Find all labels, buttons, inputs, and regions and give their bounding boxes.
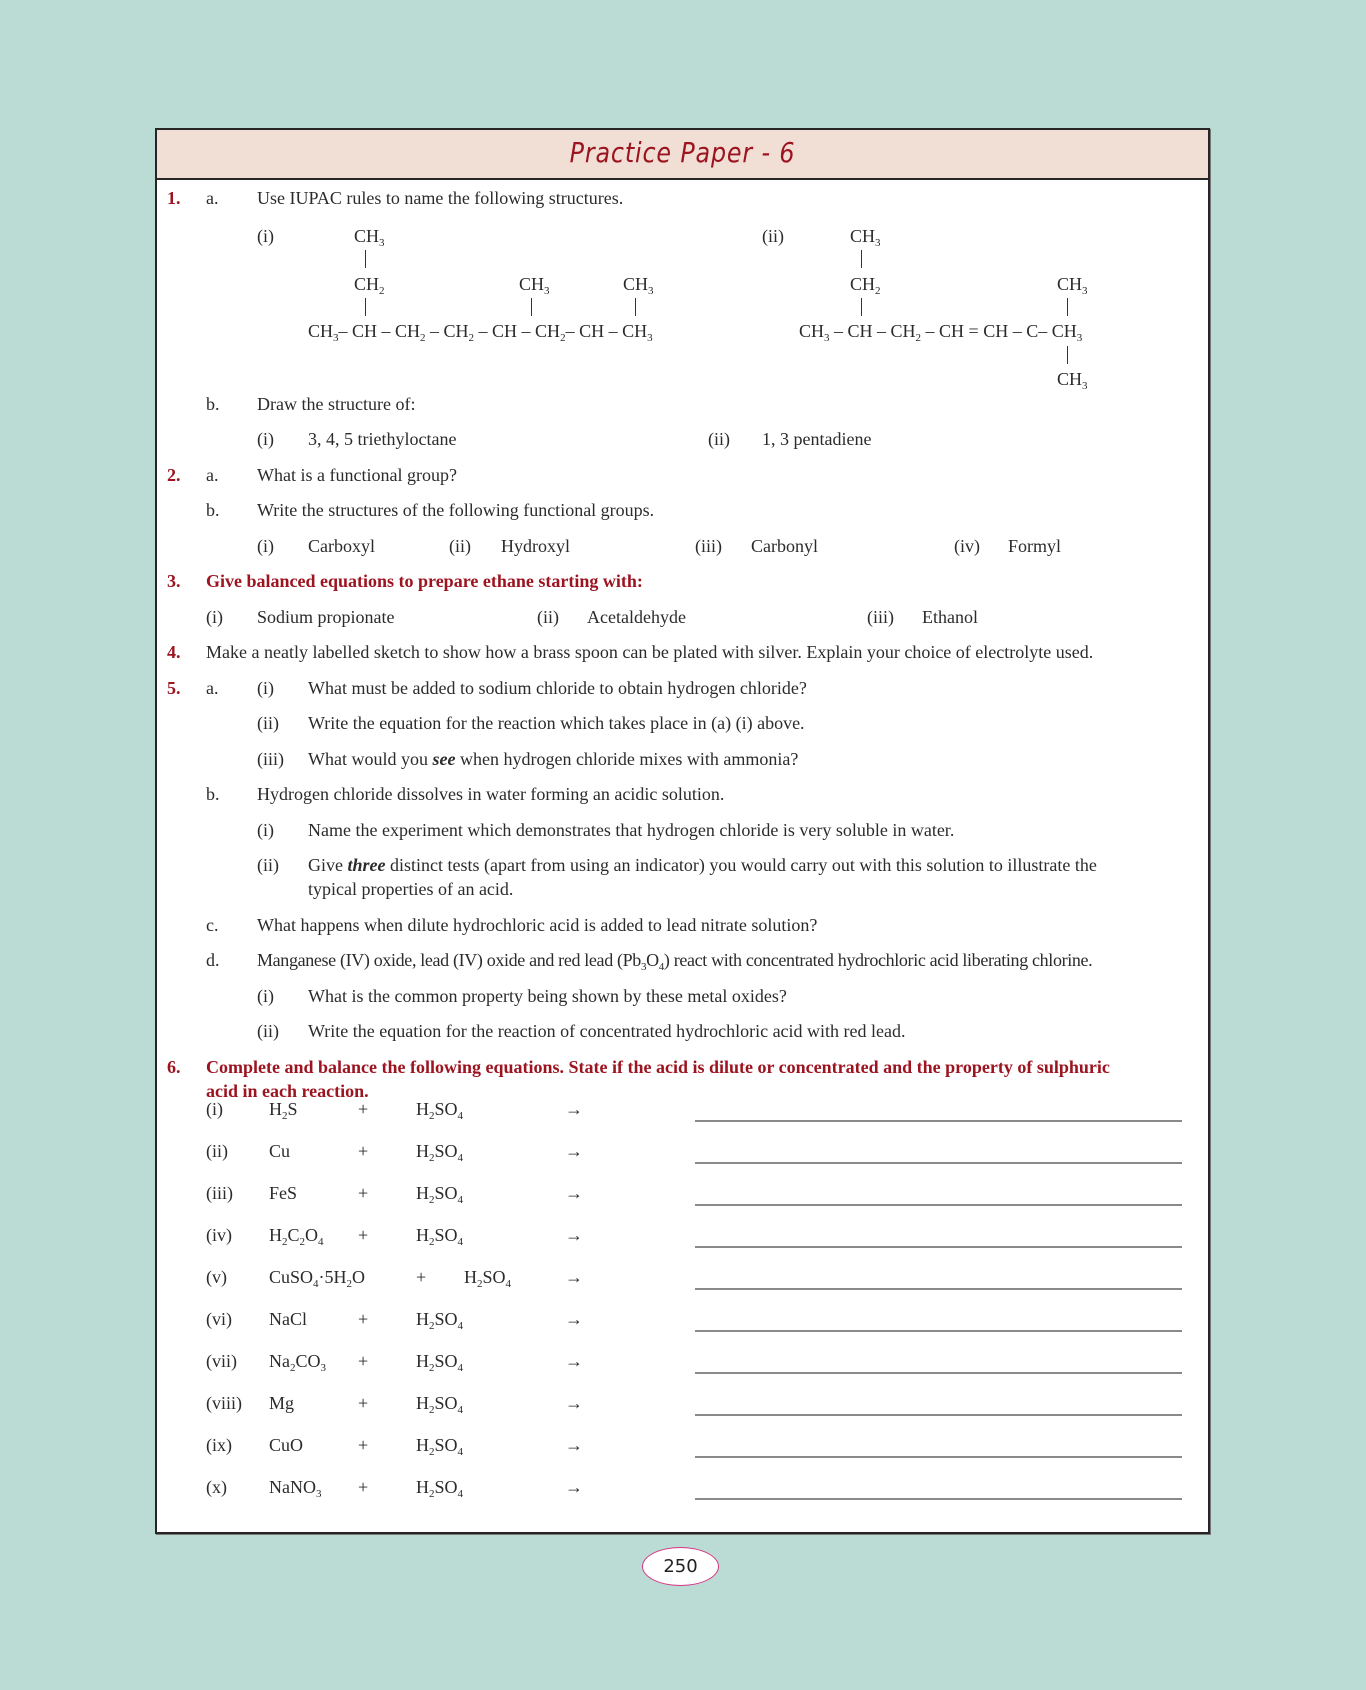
plus-sign: + xyxy=(358,1099,369,1119)
reagent: $H_2SO_4$ xyxy=(416,1141,464,1164)
reactant: $Na_2CO_3$ xyxy=(269,1351,327,1374)
item-text: Hydroxyl xyxy=(501,536,570,556)
answer-blank[interactable] xyxy=(695,1372,1182,1374)
answer-blank[interactable] xyxy=(695,1120,1182,1122)
reactant: Mg xyxy=(269,1393,295,1413)
chem-group: $CH_3$ xyxy=(623,274,654,297)
chem-group: $CH_3$ xyxy=(1057,274,1088,297)
reagent: $H_2SO_4$ xyxy=(416,1309,464,1332)
question-text: Use IUPAC rules to name the following structures. xyxy=(257,188,624,208)
item-text: Sodium propionate xyxy=(257,607,395,627)
item-text: Acetaldehyde xyxy=(587,607,686,627)
item-label: (i) xyxy=(206,607,223,627)
item-text: 1, 3 pentadiene xyxy=(762,429,872,449)
item-text: Ethanol xyxy=(922,607,978,627)
item-label: (i) xyxy=(257,226,274,246)
equation-label: (x) xyxy=(206,1477,227,1497)
reactant: $CuSO_4\cdot 5H_2O$ xyxy=(269,1267,366,1290)
reactant: NaNO$_3$ xyxy=(269,1477,322,1500)
paper-header xyxy=(157,130,1208,180)
sub-label: d. xyxy=(206,950,220,970)
chem-chain: $CH_3-$ CH – $CH_2 - CH_2$ – CH – $CH_2-$ CH – $CH_3$ xyxy=(308,321,653,344)
item-label: (iv) xyxy=(954,536,980,556)
sub-label: a. xyxy=(206,188,219,208)
question-text: Write the structures of the following functional groups. xyxy=(257,500,655,520)
equation-label: (iii) xyxy=(206,1183,233,1203)
question-number: 6. xyxy=(167,1057,181,1077)
equation-label: (ix) xyxy=(206,1435,232,1455)
item-text: Write the equation for the reaction of concentrated hydrochloric acid with red lead. xyxy=(308,1021,906,1041)
plus-sign: + xyxy=(358,1183,369,1203)
reagent: $H_2SO_4$ xyxy=(416,1477,464,1500)
item-text: Write the equation for the reaction which takes place in (a) (i) above. xyxy=(308,713,805,733)
answer-blank[interactable] xyxy=(695,1162,1182,1164)
page-number: 250 xyxy=(642,1547,719,1586)
item-label: (ii) xyxy=(449,536,471,556)
item-label: (iii) xyxy=(695,536,722,556)
plus-sign: + xyxy=(358,1393,369,1413)
item-label: (i) xyxy=(257,429,274,449)
arrow-icon: → xyxy=(565,1477,583,1497)
item-text: Formyl xyxy=(1008,536,1062,556)
arrow-icon: → xyxy=(565,1351,583,1371)
answer-blank[interactable] xyxy=(695,1246,1182,1248)
reagent: $H_2SO_4$ xyxy=(416,1183,464,1206)
question-number: 3. xyxy=(167,571,181,591)
answer-blank[interactable] xyxy=(695,1498,1182,1500)
arrow-icon: → xyxy=(565,1183,583,1203)
arrow-icon: → xyxy=(565,1393,583,1413)
sub-label: b. xyxy=(206,784,220,804)
item-label: (ii) xyxy=(537,607,559,627)
item-text: Carboxyl xyxy=(308,536,375,556)
item-label: (i) xyxy=(257,678,274,698)
chem-group: $CH_2$ xyxy=(354,274,385,297)
chem-group: $CH_3$ xyxy=(354,226,385,249)
reagent: $H_2SO_4$ xyxy=(464,1267,512,1290)
plus-sign: + xyxy=(358,1309,369,1329)
item-label: (i) xyxy=(257,536,274,556)
equation-label: (vi) xyxy=(206,1309,232,1329)
plus-sign: + xyxy=(416,1267,427,1287)
reactant: CuO xyxy=(269,1435,304,1455)
question-text: What happens when dilute hydrochloric acid is added to lead nitrate solution? xyxy=(257,915,818,935)
item-text: Carbonyl xyxy=(751,536,818,556)
reagent: $H_2SO_4$ xyxy=(416,1393,464,1416)
question-text: Give balanced equations to prepare ethane starting with: xyxy=(206,571,643,591)
item-label: (ii) xyxy=(762,226,784,246)
item-label: (ii) xyxy=(708,429,730,449)
question-text: What is a functional group? xyxy=(257,465,457,485)
sub-label: a. xyxy=(206,465,219,485)
item-text: Name the experiment which demonstrates that hydrogen chloride is very soluble in water. xyxy=(308,820,955,840)
arrow-icon: → xyxy=(565,1435,583,1455)
answer-blank[interactable] xyxy=(695,1288,1182,1290)
question-number: 1. xyxy=(167,188,181,208)
arrow-icon: → xyxy=(565,1225,583,1245)
item-label: (ii) xyxy=(257,1021,279,1041)
question-text: Manganese (IV) oxide, lead (IV) oxide and red lead $(Pb_3O_4)$ react with concentrated hydrochloric acid liberating chlorine. xyxy=(257,950,1093,973)
answer-blank[interactable] xyxy=(695,1414,1182,1416)
item-label: (ii) xyxy=(257,713,279,733)
page-title: Practice Paper - 6 xyxy=(569,136,796,169)
item-text: Give three distinct tests (apart from using an indicator) you would carry out with this solution to illustrate the xyxy=(308,855,1097,875)
item-text: What is the common property being shown by these metal oxides? xyxy=(308,986,787,1006)
item-text: What would you see when hydrogen chloride mixes with ammonia? xyxy=(308,749,799,769)
chem-group: $CH_3$ xyxy=(1057,369,1088,392)
reagent: $H_2SO_4$ xyxy=(416,1225,464,1248)
practice-paper xyxy=(155,128,1210,1534)
reactant: NaCl xyxy=(269,1309,307,1329)
sub-label: b. xyxy=(206,394,220,414)
equation-label: (iv) xyxy=(206,1225,232,1245)
reactant: Cu xyxy=(269,1141,291,1161)
item-text: What must be added to sodium chloride to obtain hydrogen chloride? xyxy=(308,678,807,698)
item-text-continued: typical properties of an acid. xyxy=(308,879,514,899)
reactant: $H_2S$ xyxy=(269,1099,298,1122)
item-label: (iii) xyxy=(867,607,894,627)
chem-group: $CH_2$ xyxy=(850,274,881,297)
reagent: $H_2SO_4$ xyxy=(416,1099,464,1122)
item-label: (ii) xyxy=(257,855,279,875)
equation-label: (v) xyxy=(206,1267,227,1287)
item-label: (i) xyxy=(257,820,274,840)
reactant: FeS xyxy=(269,1183,298,1203)
sub-label: b. xyxy=(206,500,220,520)
sub-label: c. xyxy=(206,915,219,935)
sub-label: a. xyxy=(206,678,219,698)
item-text: 3, 4, 5 triethyloctane xyxy=(308,429,457,449)
item-label: (iii) xyxy=(257,749,284,769)
plus-sign: + xyxy=(358,1141,369,1161)
chem-group: $CH_3$ xyxy=(519,274,550,297)
question-text: Complete and balance the following equations. State if the acid is dilute or concentrated and the property of sulphuric xyxy=(206,1057,1110,1077)
question-number: 4. xyxy=(167,642,181,662)
question-text: Make a neatly labelled sketch to show how a brass spoon can be plated with silver. Explain your choice of electrolyte used. xyxy=(206,642,1094,662)
arrow-icon: → xyxy=(565,1267,583,1287)
equation-label: (ii) xyxy=(206,1141,228,1161)
plus-sign: + xyxy=(358,1477,369,1497)
question-text: Hydrogen chloride dissolves in water forming an acidic solution. xyxy=(257,784,725,804)
item-label: (i) xyxy=(257,986,274,1006)
question-text: Draw the structure of: xyxy=(257,394,416,414)
chem-group: $CH_3$ xyxy=(850,226,881,249)
reagent: $H_2SO_4$ xyxy=(416,1435,464,1458)
reagent: $H_2SO_4$ xyxy=(416,1351,464,1374)
equation-label: (viii) xyxy=(206,1393,242,1413)
equation-label: (vii) xyxy=(206,1351,237,1371)
plus-sign: + xyxy=(358,1351,369,1371)
answer-blank[interactable] xyxy=(695,1330,1182,1332)
answer-blank[interactable] xyxy=(695,1204,1182,1206)
answer-blank[interactable] xyxy=(695,1456,1182,1458)
arrow-icon: → xyxy=(565,1141,583,1161)
equation-label: (i) xyxy=(206,1099,223,1119)
reactant: $H_2C_2O_4$ xyxy=(269,1225,324,1248)
question-number: 5. xyxy=(167,678,181,698)
question-number: 2. xyxy=(167,465,181,485)
question-text-continued: acid in each reaction. xyxy=(206,1081,369,1101)
arrow-icon: → xyxy=(565,1099,583,1119)
chem-chain: $CH_3$ – CH – $CH_2$ – CH = CH – C– $CH_3$ xyxy=(799,321,1083,344)
plus-sign: + xyxy=(358,1435,369,1455)
plus-sign: + xyxy=(358,1225,369,1245)
arrow-icon: → xyxy=(565,1309,583,1329)
